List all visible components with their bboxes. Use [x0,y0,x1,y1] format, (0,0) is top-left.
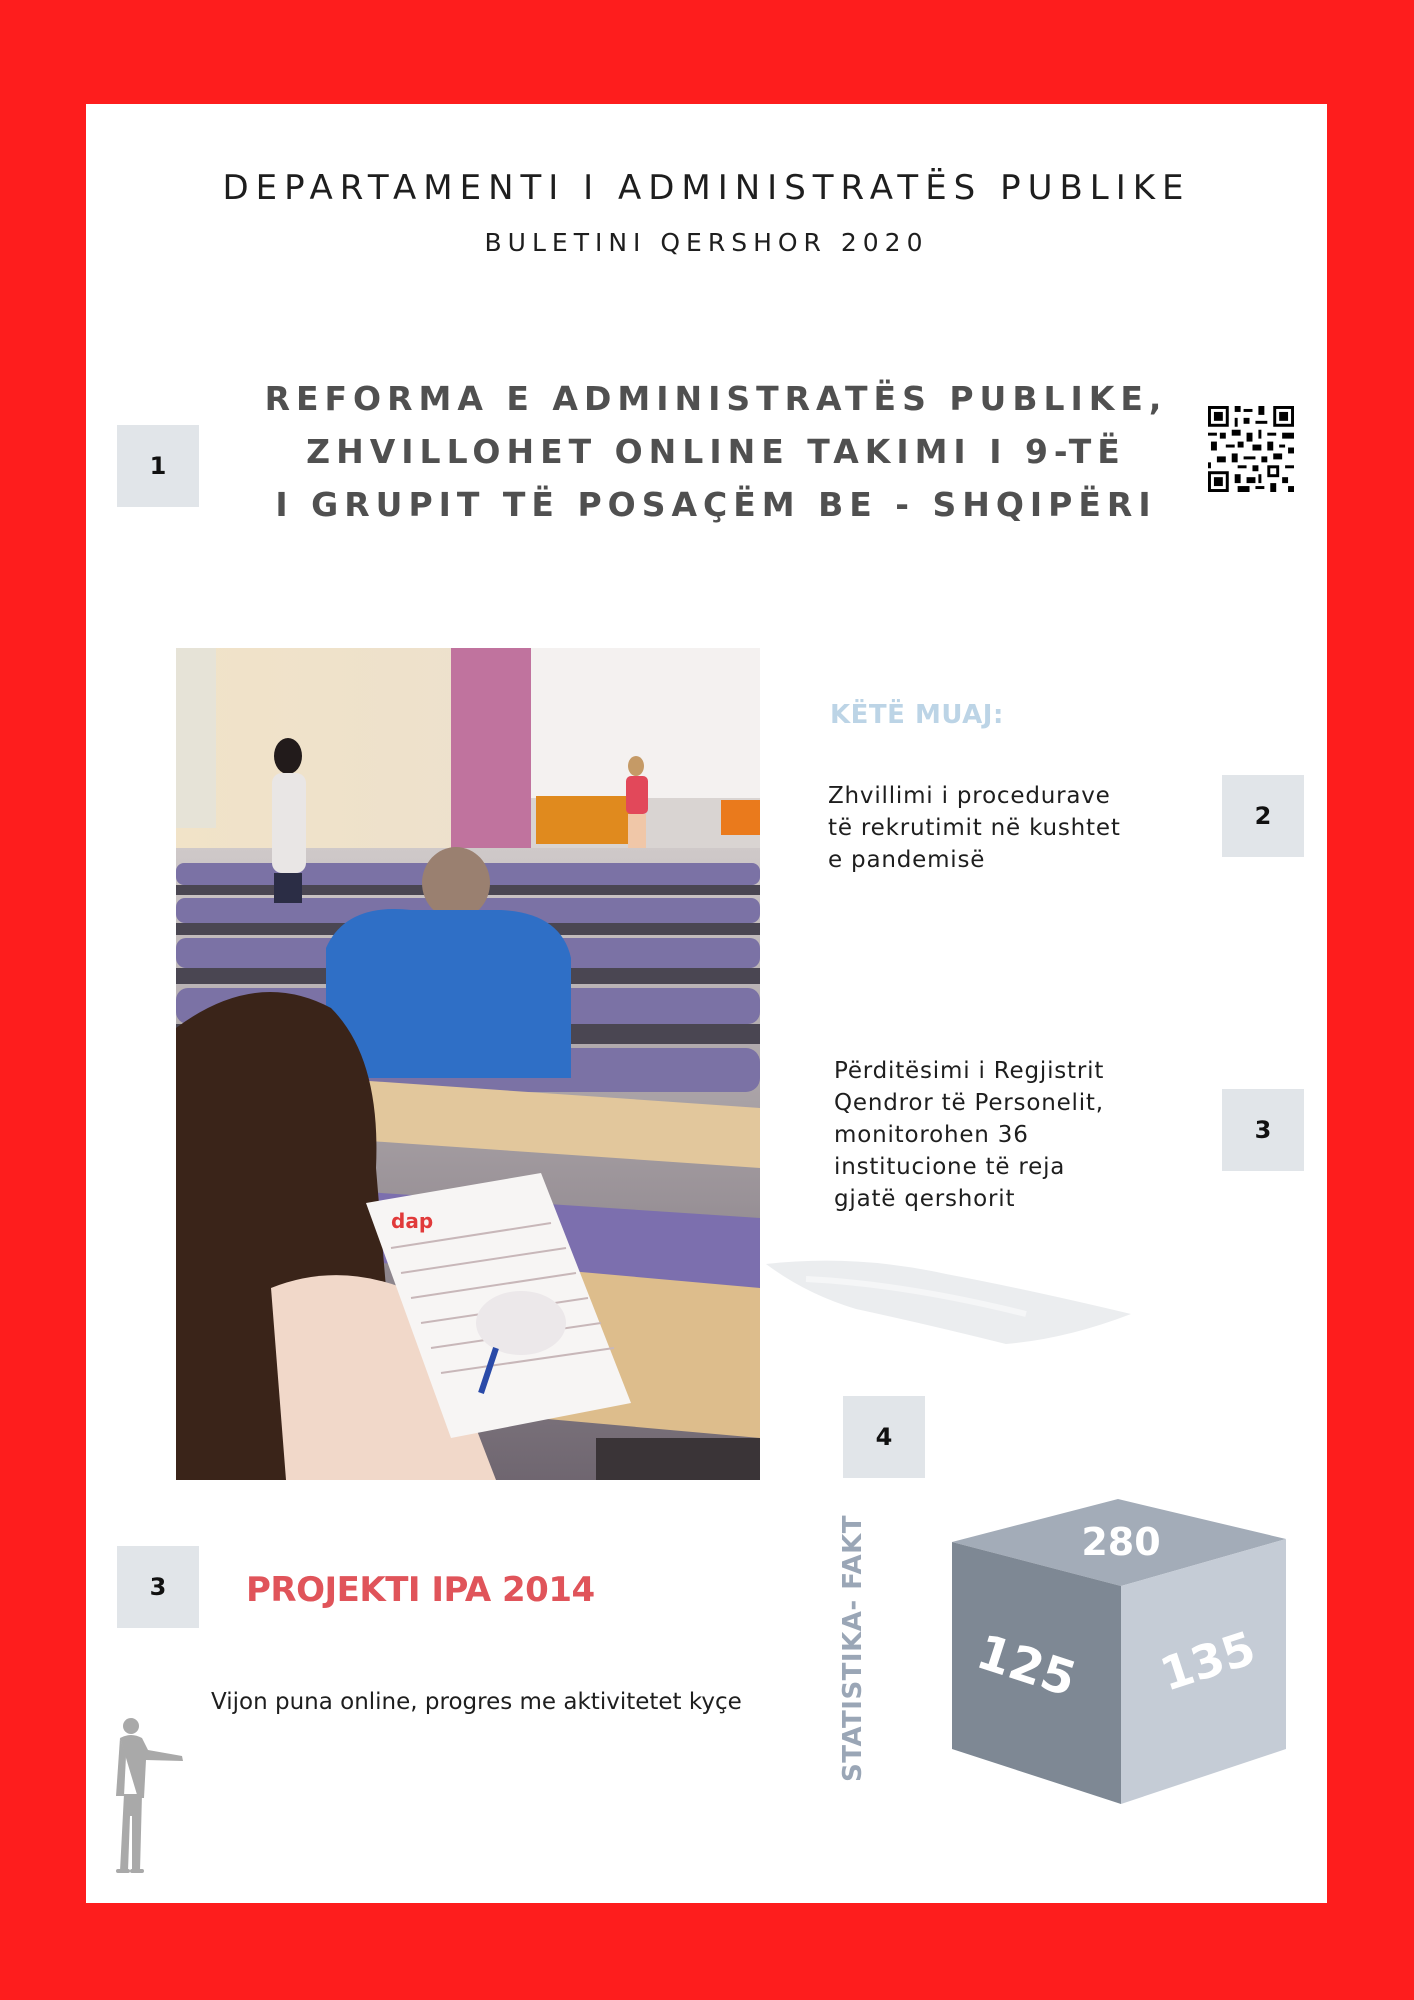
ipa-text: Vijon puna online, progres me aktivitetet kyçe [211,1689,742,1715]
statistics-cube [946,1499,1296,1809]
headline-line: ZHVILLOHET ONLINE TAKIMI I 9-TË [306,432,1126,471]
this-month-title: KËTË MUAJ: [830,700,1004,730]
brush-stroke-decoration [766,1244,1136,1354]
section-number-1: 1 [117,425,199,507]
section-number-2: 2 [1222,775,1304,857]
month-item-text: Zhvillimi i procedurave të rekrutimit në kushtet e pandemisë [828,783,1121,873]
section-number-3-ipa: 3 [117,1546,199,1628]
bulletin-page [86,104,1327,1903]
cube-left-value: 125 [970,1623,1083,1709]
form-logo-text: dap [391,1209,434,1233]
statistics-label: STATISTIKA- FAKT [838,1515,868,1782]
section-number-4: 4 [843,1396,925,1478]
headline [226,372,1206,531]
month-item-text: Përditësimi i Regjistrit Qendror të Personelit, monitorohen 36 institucione të reja gjatë qershorit [834,1058,1105,1212]
cube-right-value: 135 [1153,1620,1262,1702]
headline-line: I GRUPIT TË POSAÇËM BE - SHQIPËRI [275,485,1157,524]
presenter-silhouette-icon [112,1716,188,1876]
department-title: DEPARTAMENTI I ADMINISTRATËS PUBLIKE [222,168,1191,208]
cube-top-value: 280 [1081,1520,1161,1564]
ipa-title: PROJEKTI IPA 2014 [246,1570,595,1610]
bulletin-subtitle: BULETINI QERSHOR 2020 [484,228,929,257]
lecture-hall-photo [176,648,760,1480]
qr-code-icon[interactable] [1208,406,1294,492]
section-number-3: 3 [1222,1089,1304,1171]
headline-line: REFORMA E ADMINISTRATËS PUBLIKE, [264,379,1168,418]
